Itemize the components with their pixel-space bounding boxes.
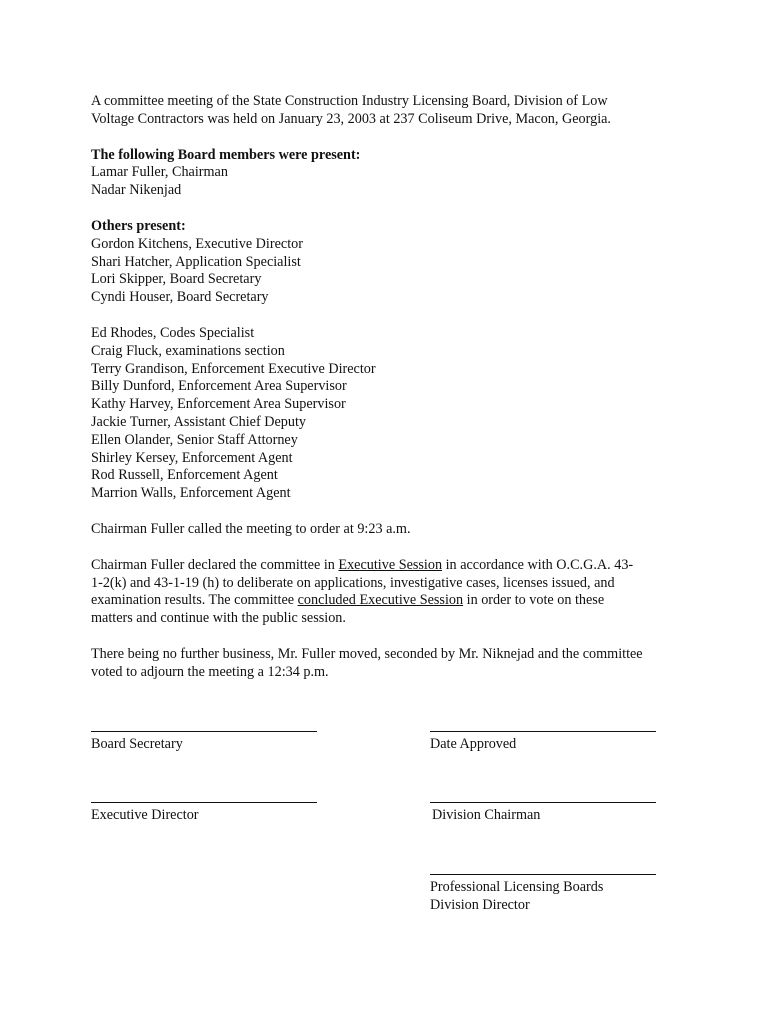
attendee-name: Kathy Harvey, Enforcement Area Supervisor [91,396,346,413]
signature-label [430,879,656,915]
signature-line [430,731,656,732]
text-run: in order to vote on these [463,592,605,609]
executive-session-paragraph [91,557,691,628]
board-member-name: Lamar Fuller, Chairman [91,164,228,181]
signature-line [430,874,656,875]
call-to-order-text: Chairman Fuller called the meeting to order at 9:23 a.m. [91,520,411,537]
spacer [91,307,691,325]
signature-label: Division Chairman [432,807,541,823]
attendee-name: Terry Grandison, Enforcement Executive Director [91,360,376,377]
signature-label: Board Secretary [91,736,183,752]
attendee-name: Billy Dunford, Enforcement Area Supervisor [91,378,347,395]
signature-line [91,731,317,732]
concluded-session-term: concluded Executive Session [297,592,464,609]
minutes-body [91,93,691,682]
others-present-heading: Others present: [91,217,186,234]
others-present-group-2 [91,325,691,503]
attendee-name: Gordon Kitchens, Executive Director [91,235,303,252]
text-run: examination results. The committee [91,592,298,609]
signature-line [91,802,317,803]
spacer [91,628,691,646]
text-run: Chairman Fuller declared the committee in [91,556,339,573]
spacer [91,129,691,147]
attendee-name: Shirley Kersey, Enforcement Agent [91,449,293,466]
adjourn-line-1: There being no further business, Mr. Fuller moved, seconded by Mr. Niknejad and the committee [91,645,643,662]
signature-board-secretary [91,731,317,754]
board-members-heading: The following Board members were present: [91,146,361,163]
executive-session-line-1 [91,557,691,575]
adjourn-paragraph [91,646,691,682]
intro-paragraph [91,93,691,129]
attendee-name: Craig Fluck, examinations section [91,342,285,359]
executive-session-line-4: matters and continue with the public session. [91,610,346,627]
attendee-name: Lori Skipper, Board Secretary [91,271,262,288]
adjourn-line-2: voted to adjourn the meeting a 12:34 p.m. [91,663,329,680]
signature-label-line-2: Division Director [430,896,530,913]
intro-line-1: A committee meeting of the State Construction Industry Licensing Board, Division of Low [91,93,608,109]
signature-executive-director [91,802,317,825]
board-members-section [91,147,691,200]
others-present-section [91,218,691,307]
attendee-name: Marrion Walls, Enforcement Agent [91,485,291,502]
intro-line-2: Voltage Contractors was held on January 23, 2003 at 237 Coliseum Drive, Macon, Georgia. [91,110,611,127]
attendee-name: Ed Rhodes, Codes Specialist [91,324,255,341]
attendee-name: Rod Russell, Enforcement Agent [91,467,278,484]
signature-label: Executive Director [91,807,199,823]
spacer [91,539,691,557]
spacer [91,200,691,218]
signature-date-approved [430,731,656,754]
signature-division-chairman [430,802,656,825]
executive-session-line-3 [91,592,691,610]
signature-line [430,802,656,803]
signature-plb-division-director [430,874,656,915]
call-to-order-paragraph [91,521,691,539]
spacer [91,503,691,521]
signature-label: Date Approved [430,736,517,752]
attendee-name: Ellen Olander, Senior Staff Attorney [91,431,298,448]
attendee-name: Jackie Turner, Assistant Chief Deputy [91,413,306,430]
board-member-name: Nadar Nikenjad [91,182,182,199]
text-run: in accordance with O.C.G.A. 43- [442,556,634,573]
executive-session-term: Executive Session [338,556,443,573]
signature-label-line-1: Professional Licensing Boards [430,879,604,895]
attendee-name: Cyndi Houser, Board Secretary [91,289,269,306]
attendee-name: Shari Hatcher, Application Specialist [91,253,301,270]
executive-session-line-2: 1-2(k) and 43-1-19 (h) to deliberate on applications, investigative cases, licenses issued, and [91,574,615,591]
